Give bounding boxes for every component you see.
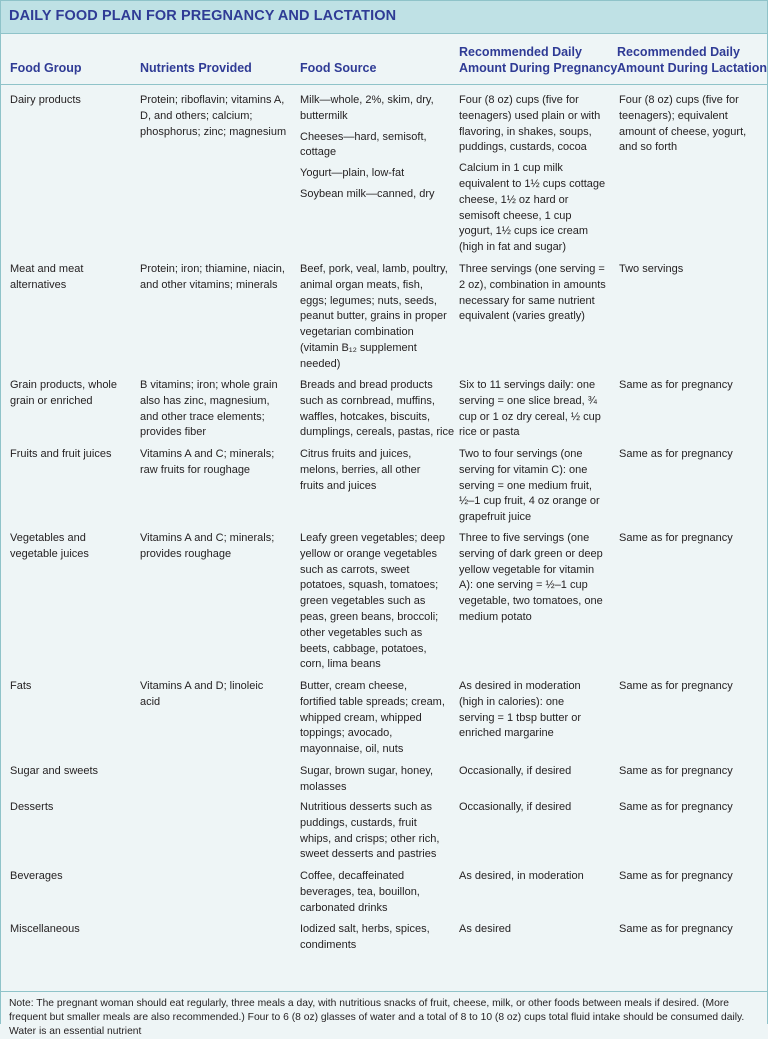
cell-line: yellow or orange vegetables — [300, 547, 437, 560]
cell-line: Protein; iron; thiamine, niacin, — [140, 263, 285, 275]
cell-line: Miscellaneous — [10, 923, 80, 935]
cell-line: serving = 1 tbsp butter or — [459, 711, 581, 724]
header-nutrients-provided — [140, 60, 252, 76]
cell-line: Four (8 oz) cups (five for — [459, 94, 579, 106]
cell-line: buttermilk — [300, 109, 348, 122]
cell-line: vegetable, two tomatoes, one — [459, 595, 603, 608]
cell-food-source — [300, 800, 439, 863]
cell-line: Vitamins A and D; linoleic — [140, 680, 264, 692]
cell-line: puddings, custards, cocoa — [459, 141, 587, 154]
cell-line: Occasionally, if desired — [459, 801, 572, 813]
header-food-source — [300, 60, 376, 76]
cell-line: also has zinc, magnesium, — [140, 394, 270, 407]
cell-food-source — [300, 531, 445, 673]
cell-pregnancy-amount — [459, 764, 571, 780]
cell-lactation-amount — [619, 262, 683, 278]
cell-line: Calcium in 1 cup milk — [459, 162, 563, 175]
cell-line: D, and others; calcium; — [140, 109, 253, 122]
table-body — [1, 85, 767, 989]
cell-food-source — [300, 262, 448, 373]
cell-lactation-amount — [619, 93, 746, 156]
cell-nutrients — [140, 679, 263, 711]
cell-line: Same as for pregnancy — [619, 680, 733, 692]
header-line: Recommended Daily — [617, 45, 740, 59]
cell-line: vegetable juices — [10, 547, 89, 560]
cell-line: beets, cabbage, potatoes, — [300, 642, 427, 655]
footnote-area — [1, 991, 767, 1037]
cell-line: Sugar and sweets — [10, 765, 99, 777]
cell-food-group — [10, 93, 81, 109]
cell-line: semisoft cheese, 1 cup — [459, 209, 572, 222]
cell-line: mayonnaise, oil, nuts — [300, 743, 404, 756]
cell-lactation-amount — [619, 922, 733, 938]
cell-line: fruits and juices — [300, 479, 377, 492]
cell-line: Fruits and fruit juices — [10, 448, 112, 460]
cell-lactation-amount — [619, 531, 733, 547]
cell-line: teenagers); equivalent — [619, 109, 728, 122]
cell-pregnancy-amount — [459, 378, 601, 441]
cell-pregnancy-amount — [459, 531, 603, 626]
cell-line: serving = one slice bread, ¾ — [459, 394, 597, 407]
cell-line: amount of cheese, yogurt, — [619, 125, 747, 138]
cell-line: Same as for pregnancy — [619, 923, 733, 935]
cell-line: such as cornbread, muffins, — [300, 394, 435, 407]
cell-line: and so forth — [619, 141, 678, 154]
cell-food-source — [300, 93, 435, 203]
cell-lactation-amount — [619, 679, 733, 695]
cell-line: Soybean milk—canned, dry — [300, 187, 435, 200]
cell-food-source — [300, 869, 420, 916]
cell-line: ½–1 cup fruit, 4 oz orange or — [459, 495, 600, 508]
cell-line: Occasionally, if desired — [459, 765, 572, 777]
cell-line: and other vitamins; minerals — [140, 278, 278, 291]
cell-food-group — [10, 378, 117, 410]
title-bar — [1, 1, 767, 34]
cell-line: provides fiber — [140, 426, 207, 439]
cell-pregnancy-amount — [459, 922, 511, 938]
cell-pregnancy-amount — [459, 447, 600, 526]
cell-line: Same as for pregnancy — [619, 532, 733, 544]
cell-line: dumplings, cereals, pastas, rice — [300, 426, 455, 439]
cell-nutrients — [140, 447, 274, 479]
cell-line: Two to four servings (one — [459, 448, 583, 460]
cell-line: cup or 1 oz dry cereal, ½ cup — [459, 410, 601, 423]
cell-nutrients — [140, 262, 285, 294]
header-line: Food Source — [300, 61, 377, 75]
cell-line: (high in calories): one — [459, 695, 565, 708]
cell-line: waffles, hotcakes, biscuits, — [300, 410, 431, 423]
cell-food-group — [10, 531, 89, 563]
cell-line: enriched margarine — [459, 727, 554, 740]
cell-line: toppings; avocado, — [300, 727, 393, 740]
cell-line: serving = one medium fruit, — [459, 479, 592, 492]
cell-line: yogurt, 1½ cups ice cream — [459, 225, 589, 238]
cell-pregnancy-amount — [459, 93, 605, 256]
cell-pregnancy-amount — [459, 679, 581, 742]
cell-line: condiments — [300, 938, 357, 951]
cell-line: Beverages — [10, 870, 63, 882]
cell-line: sweet desserts and pastries — [300, 848, 437, 861]
cell-line: equivalent (varies greatly) — [459, 310, 585, 323]
header-line: Amount During Pregnancy — [459, 61, 618, 75]
cell-food-source — [300, 764, 433, 796]
cell-line: rice or pasta — [459, 426, 520, 439]
cell-line: melons, berries, all other — [300, 463, 421, 476]
header-line: Food Group — [10, 61, 82, 75]
cell-line: Dairy products — [10, 94, 81, 106]
header-row — [1, 34, 767, 85]
cell-line: (vitamin B₁₂ supplement — [300, 341, 417, 354]
cell-food-group — [10, 679, 31, 695]
cell-lactation-amount — [619, 869, 733, 885]
cell-line: whips, and crisps; other rich, — [300, 832, 440, 845]
cell-line: peas, green beans, broccoli; — [300, 610, 439, 623]
cell-line: beverages, tea, bouillon, — [300, 885, 420, 898]
cell-line: Iodized salt, herbs, spices, — [300, 923, 430, 935]
cell-line: Cheeses—hard, semisoft, — [300, 130, 427, 143]
cell-line: needed) — [300, 357, 341, 370]
cell-line: Citrus fruits and juices, — [300, 448, 412, 460]
cell-line: phosphorus; zinc; magnesium — [140, 125, 287, 138]
cell-line: 2 oz), combination in amounts — [459, 278, 606, 291]
cell-line: Same as for pregnancy — [619, 870, 733, 882]
cell-line: Leafy green vegetables; deep — [300, 532, 445, 544]
cell-line: Same as for pregnancy — [619, 379, 733, 391]
cell-line: necessary for same nutrient — [459, 294, 595, 307]
cell-line: A): one serving = ½–1 cup — [459, 579, 588, 592]
cell-line: molasses — [300, 780, 347, 793]
cell-line: whipped cream, whipped — [300, 711, 422, 724]
cell-nutrients — [140, 531, 274, 563]
header-lactation-amount — [617, 44, 767, 76]
cell-line: such as carrots, sweet — [300, 563, 410, 576]
cell-line: Six to 11 servings daily: one — [459, 379, 596, 391]
cell-line: serving of dark green or deep — [459, 547, 603, 560]
cell-lactation-amount — [619, 378, 733, 394]
cell-line: Butter, cream cheese, — [300, 680, 407, 692]
cell-line: vegetarian combination — [300, 326, 414, 339]
cell-line: Three servings (one serving = — [459, 263, 605, 275]
cell-line: Vitamins A and C; minerals; — [140, 532, 275, 544]
cell-food-source — [300, 447, 420, 494]
cell-line: Same as for pregnancy — [619, 448, 733, 460]
cell-food-group — [10, 262, 83, 294]
table-title: DAILY FOOD PLAN FOR PREGNANCY AND LACTATION — [9, 8, 397, 24]
cell-line: carbonated drinks — [300, 901, 388, 914]
header-food-group — [10, 60, 82, 76]
header-pregnancy-amount — [459, 44, 617, 76]
cell-line: puddings, custards, fruit — [300, 816, 417, 829]
cell-line: grain or enriched — [10, 394, 93, 407]
cell-line: Four (8 oz) cups (five for — [619, 94, 739, 106]
cell-line: and other trace elements; — [140, 410, 265, 423]
cell-lactation-amount — [619, 447, 733, 463]
cell-pregnancy-amount — [459, 800, 571, 816]
cell-food-source — [300, 679, 445, 758]
cell-line: acid — [140, 695, 161, 708]
cell-lactation-amount — [619, 800, 733, 816]
cell-line: B vitamins; iron; whole grain — [140, 379, 278, 391]
cell-nutrients — [140, 93, 286, 140]
cell-line: Same as for pregnancy — [619, 801, 733, 813]
header-line: Amount During Lactation — [617, 61, 767, 75]
cell-line: As desired — [459, 923, 511, 935]
cell-pregnancy-amount — [459, 262, 606, 325]
cell-line: Coffee, decaffeinated — [300, 870, 405, 882]
cell-line: provides roughage — [140, 547, 232, 560]
cell-food-group — [10, 922, 80, 938]
cell-line: Two servings — [619, 263, 684, 275]
cell-line: cheese, 1½ oz hard or — [459, 193, 569, 206]
cell-line: green vegetables such as — [300, 595, 426, 608]
cell-lactation-amount — [619, 764, 733, 780]
cell-line: grapefruit juice — [459, 511, 532, 524]
header-line: Recommended Daily — [459, 45, 582, 59]
cell-line: fortified table spreads; cream, — [300, 695, 445, 708]
cell-line: Same as for pregnancy — [619, 765, 733, 777]
cell-food-source — [300, 922, 430, 954]
cell-line: medium potato — [459, 610, 532, 623]
cell-line: Three to five servings (one — [459, 532, 590, 544]
cell-line: Yogurt—plain, low-fat — [300, 167, 405, 180]
cell-line: serving for vitamin C): one — [459, 463, 588, 476]
cell-line: As desired, in moderation — [459, 870, 584, 882]
cell-food-group — [10, 764, 98, 780]
cell-food-group — [10, 869, 63, 885]
cell-line: Fats — [10, 680, 32, 692]
cell-line: Nutritious desserts such as — [300, 801, 433, 813]
cell-line: Sugar, brown sugar, honey, — [300, 765, 434, 777]
cell-food-group — [10, 447, 111, 463]
cell-line: Grain products, whole — [10, 379, 117, 391]
cell-food-source — [300, 378, 454, 441]
cell-line: other vegetables such as — [300, 626, 423, 639]
cell-line: Vitamins A and C; minerals; — [140, 448, 275, 460]
cell-line: (high in fat and sugar) — [459, 241, 567, 254]
cell-nutrients — [140, 378, 278, 441]
cell-line: Beef, pork, veal, lamb, poultry, — [300, 263, 448, 275]
cell-line: potatoes, squash, tomatoes; — [300, 579, 439, 592]
cell-line: teenagers) used plain or with — [459, 109, 601, 122]
footnote: Note: The pregnant woman should eat regularly, three meals a day, with nutritious snacks of fruit, cheese, milk, or other foods between meals if desired. (More frequent but smaller meals are also recommended.) Four to 6 (8 oz) glasses of water and a total of 8 to 10 (8 oz) cups total fluid intake should be consumed daily. Water is an essential nutrient — [9, 998, 745, 1037]
cell-line: Vegetables and — [10, 532, 86, 544]
cell-line: animal organ meats, fish, — [300, 278, 423, 291]
cell-line: corn, lima beans — [300, 658, 381, 671]
cell-line: Meat and meat — [10, 263, 84, 275]
cell-line: Protein; riboflavin; vitamins A, — [140, 94, 285, 106]
cell-line: raw fruits for roughage — [140, 463, 251, 476]
cell-line: Milk—whole, 2%, skim, dry, — [300, 94, 434, 106]
cell-food-group — [10, 800, 53, 816]
cell-line: As desired in moderation — [459, 680, 581, 692]
cell-line: peanut butter, grains in proper — [300, 310, 447, 323]
cell-line: alternatives — [10, 278, 67, 291]
cell-line: Breads and bread products — [300, 379, 433, 391]
cell-line: Desserts — [10, 801, 54, 813]
cell-line: equivalent to 1½ cups cottage — [459, 177, 606, 190]
cell-line: eggs; legumes; nuts, seeds, — [300, 294, 437, 307]
cell-line: yellow vegetable for vitamin — [459, 563, 595, 576]
cell-line: flavoring, in shakes, soups, — [459, 125, 592, 138]
cell-pregnancy-amount — [459, 869, 584, 885]
header-line: Nutrients Provided — [140, 61, 252, 75]
cell-line: cottage — [300, 146, 337, 159]
